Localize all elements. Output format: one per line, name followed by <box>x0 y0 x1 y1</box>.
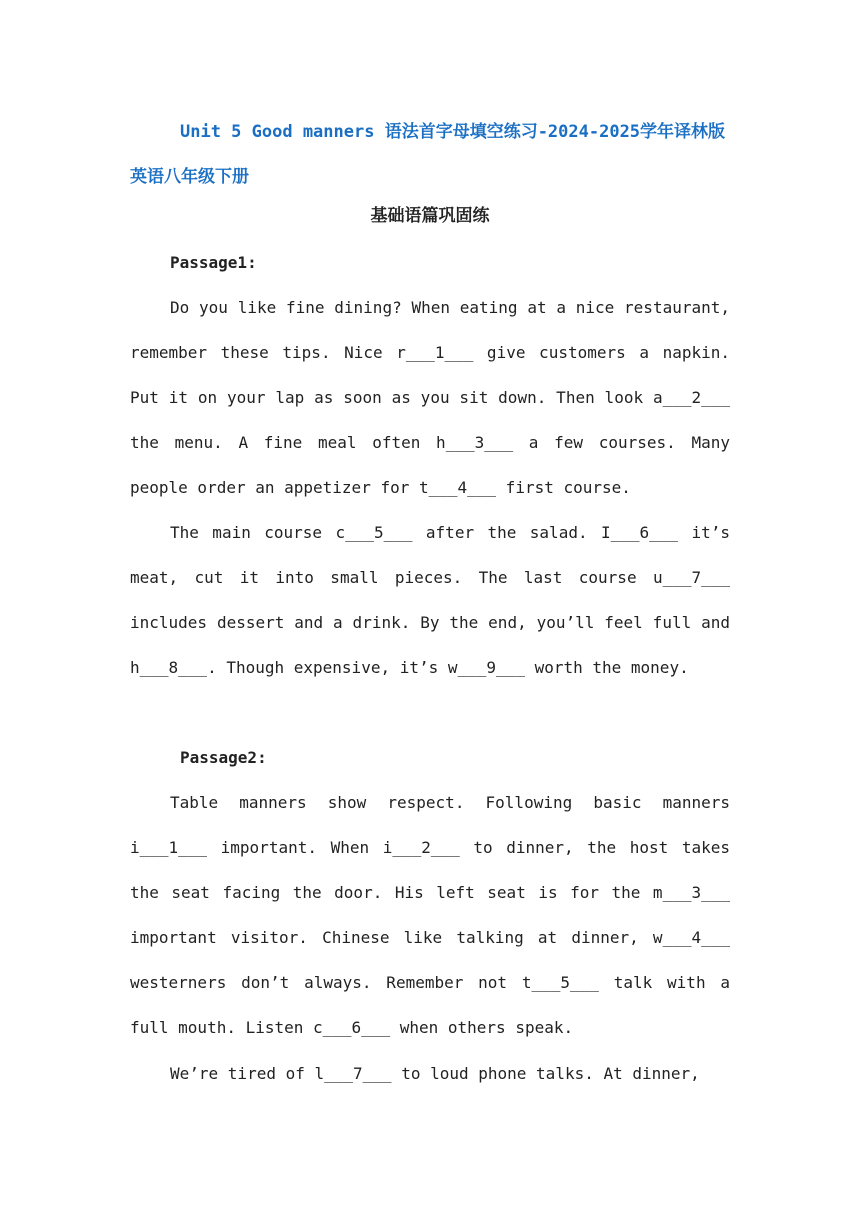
passage-1-paragraph-1: Do you like fine dining? When eating at a nice restaurant, remember these tips. Nice r___1___ give customers a napkin. Put it on your lap as soon as you sit down. Then look a___2___ the menu. A fine meal often h___3___ a few courses. Many people order an appetizer for t___4___ first course. <box>130 298 730 497</box>
passage-2-paragraph-1: Table manners show respect. Following basic manners i___1___ important. When i___2___ to dinner, the host takes the seat facing the door. His left seat is for the m___3___ important visitor. Chinese like talking at dinner, w___4___ westerners don’t always. Remember not t___5___ talk with a full mouth. Listen c___6___ when others speak. <box>130 793 730 1037</box>
passage-2-paragraph-2: We’re tired of l___7___ to loud phone talks. At dinner, <box>170 1064 700 1083</box>
passage-1-heading: Passage1: <box>170 253 257 272</box>
document-title: Unit 5 Good manners 语法首字母填空练习-2024-2025学年译林版英语八年级下册 <box>130 122 726 187</box>
passage-2-heading: Passage2: <box>180 748 267 767</box>
passage-1-paragraph-2: The main course c___5___ after the salad. I___6___ it’s meat, cut it into small pieces. The last course u___7___ includes dessert and a drink. By the end, you’ll feel full and h___8___. Though expensive, it’s w___9___ worth the money. <box>130 523 730 677</box>
section-subtitle: 基础语篇巩固练 <box>370 206 490 226</box>
